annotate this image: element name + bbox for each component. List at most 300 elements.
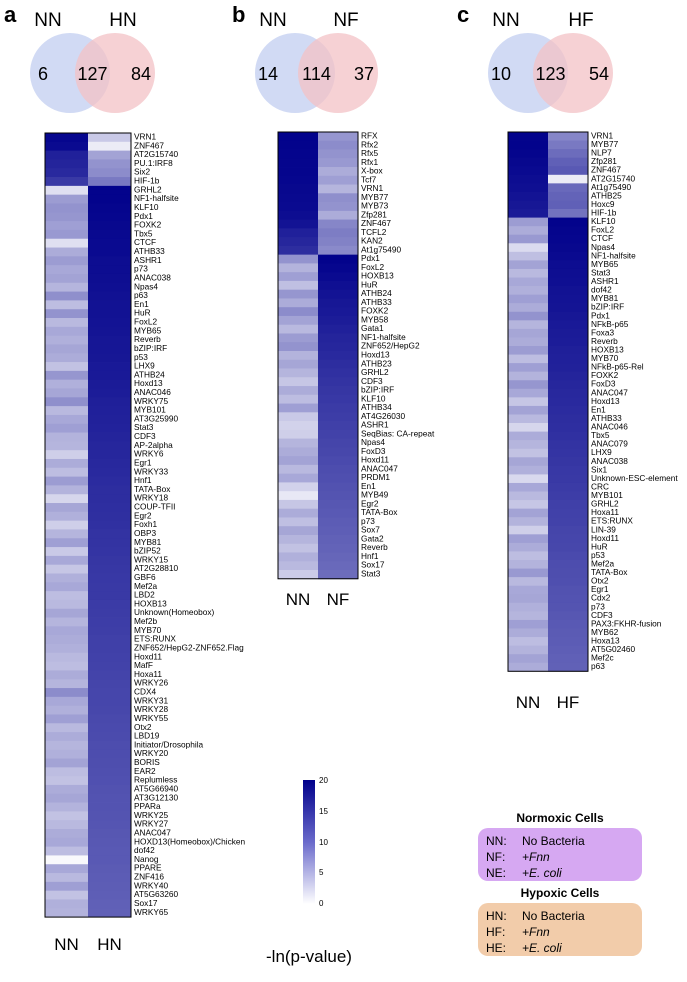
gene-label: WRKY25 [134,809,169,820]
heatmap-cell [548,209,588,218]
heatmap-cell [508,218,548,227]
gene-label: Rfx5 [361,148,379,159]
heatmap-cell [45,441,88,450]
normoxic-code-ne: NE: [486,866,507,880]
heatmap-cell [45,230,88,239]
gene-label: MYB101 [591,490,623,501]
heatmap-cell [508,200,548,209]
heatmap-cell [508,560,548,569]
heatmap-cell [548,646,588,655]
heatmap-cell [318,272,358,281]
heatmap-cell [318,290,358,299]
heatmap-cell [45,362,88,371]
hypoxic-code-hf: HF: [486,925,506,939]
heatmap-cell [278,360,318,369]
heatmap-cell [45,336,88,345]
heatmap-cell [508,355,548,364]
heatmap-cell [278,412,318,421]
heatmap-cell [548,372,588,381]
heatmap-cell [45,706,88,715]
heatmap-cell [508,620,548,629]
heatmap-cell [45,670,88,679]
gene-label: MYB101 [134,404,166,415]
heatmap-cell [508,252,548,261]
heatmap-cell [318,482,358,491]
gene-label: ANAC038 [134,272,171,283]
heatmap-cell [548,158,588,167]
gene-label: Egr1 [591,584,609,595]
gene-label: Reverb [591,335,618,346]
heatmap-cell [278,535,318,544]
heatmap-cell [318,439,358,448]
heatmap-cell [278,404,318,413]
gene-label: MYB81 [591,293,619,304]
heatmap-cell [45,212,88,221]
heatmap-cell [45,477,88,486]
gene-label: Gata2 [361,533,384,544]
heatmap-cell [278,570,318,579]
gene-label: ZNF467 [134,140,164,151]
venn-only-right-count: 54 [588,64,610,84]
gene-label: Tbx5 [591,430,610,441]
heatmap-cell [548,303,588,312]
heatmap-cell [88,618,131,627]
venn-left-label: NN [492,10,520,31]
gene-label: ZNF467 [591,164,621,175]
gene-label: WRKY26 [134,677,169,688]
heatmap-cell [278,526,318,535]
heatmap-cell [548,483,588,492]
heatmap-cell [88,380,131,389]
heatmap-cell [88,221,131,230]
venn-only-left-count: 6 [37,64,49,84]
heatmap-cell [45,344,88,353]
gene-label: Zfp281 [591,156,617,167]
colorbar-title: -ln(p-value) [266,947,352,966]
gene-label: Unknown-ESC-element [591,472,678,483]
heatmap-cell [45,785,88,794]
gene-label: ANAC038 [591,455,628,466]
panel-a [4,2,246,954]
gene-label: HOXD13(Homeobox)/Chicken [134,836,246,847]
heatmap-cell [508,141,548,150]
gene-label: Cdx2 [591,592,611,603]
hypoxic-desc-he: +E. coli [522,941,562,955]
heatmap-cell [88,159,131,168]
heatmap-cell [278,369,318,378]
heatmap-cell [318,150,358,159]
gene-label: Gata1 [361,323,384,334]
heatmap-cell [45,697,88,706]
heatmap-cell [88,829,131,838]
gene-label: AT4G26030 [361,410,406,421]
heatmap-cell [88,794,131,803]
heatmap-cell [548,414,588,423]
gene-label: bZIP:IRF [134,342,168,353]
heatmap-cell [88,864,131,873]
heatmap-cell [548,577,588,586]
gene-label: Hoxd13 [361,349,390,360]
heatmap-cell [548,397,588,406]
gene-label: Npas4 [591,241,615,252]
heatmap-cell [318,185,358,194]
heatmap-cell [88,556,131,565]
gene-label: p53 [591,549,605,560]
gene-label: ATHB24 [361,288,392,299]
gene-label: LBD2 [134,589,155,600]
heatmap-cell [318,167,358,176]
hypoxic-desc-hf: +Fnn [522,925,550,939]
gene-label: HIF-1b [591,207,617,218]
heatmap-cell [318,500,358,509]
heatmap-cell [508,551,548,560]
heatmap-cell [88,785,131,794]
heatmap-cell [508,577,548,586]
gene-label: ATHB33 [591,412,622,423]
gene-label: MYB77 [591,139,619,150]
heatmap-cell [508,423,548,432]
colorbar-bar [303,780,315,904]
gene-label: ATHB25 [591,190,622,201]
gene-label: HOXB13 [134,598,167,609]
gene-label: p73 [134,263,148,274]
heatmap-cell [45,450,88,459]
heatmap-cell [88,468,131,477]
heatmap-cell [318,421,358,430]
heatmap-cell [548,474,588,483]
gene-label: KAN2 [361,235,383,246]
gene-label: ETS:RUNX [591,515,633,526]
heatmap-cell [548,355,588,364]
heatmap-cell [548,149,588,158]
heatmap-cell [548,192,588,201]
heatmap-cell [318,526,358,535]
heatmap-cell [88,274,131,283]
heatmap-cell [548,183,588,192]
gene-label: Six1 [591,464,608,475]
gene-label: WRKY65 [134,906,169,917]
heatmap-cell [318,430,358,439]
heatmap-cell [45,142,88,151]
heatmap-cell [548,620,588,629]
heatmap-cell [278,281,318,290]
heatmap-cell [508,449,548,458]
normoxic-legend-title: Normoxic Cells [516,811,604,825]
heatmap-cell [45,547,88,556]
heatmap-cell [88,441,131,450]
heatmap-cell [508,175,548,184]
gene-label: p73 [361,515,375,526]
gene-label: Egr1 [134,457,152,468]
gene-label: MafF [134,660,153,671]
gene-label: Hoxd13 [134,378,163,389]
heatmap-cell [278,342,318,351]
heatmap-cell [508,269,548,278]
heatmap-cell [88,609,131,618]
gene-label: AT5G63260 [134,889,179,900]
heatmap-cell [45,811,88,820]
heatmap-cell [278,544,318,553]
heatmap-cell [318,132,358,141]
venn-left-label: NN [34,10,62,31]
heatmap-cell [45,177,88,186]
heatmap-cell [45,318,88,327]
gene-label: ANAC047 [591,387,628,398]
gene-label: ZNF652/HepG2-ZNF652.Flag [134,642,244,653]
heatmap-cell [278,220,318,229]
gene-label: Npas4 [134,281,158,292]
heatmap-cell [45,829,88,838]
heatmap-cell [508,380,548,389]
heatmap-cell [318,220,358,229]
gene-label: PAX3:FKHR-fusion [591,618,662,629]
gene-label: p73 [591,601,605,612]
heatmap-cell [88,697,131,706]
heatmap-cell [88,838,131,847]
gene-label: At1g75490 [591,181,632,192]
gene-label: p53 [134,351,148,362]
gene-label: CRC [591,481,609,492]
gene-label: Pdx1 [134,210,153,221]
gene-label: AT2G28810 [134,563,179,574]
heatmap-cell [548,406,588,415]
heatmap-cell [548,560,588,569]
gene-label: AT2G15740 [134,149,179,160]
heatmap-cell [318,377,358,386]
gene-label: MYB70 [591,353,619,364]
heatmap-cell [318,342,358,351]
heatmap-cell [45,565,88,574]
gene-label: Hoxa11 [591,507,619,518]
heatmap-cell [88,415,131,424]
gene-label: MYB70 [134,624,162,635]
gene-label: GRHL2 [361,367,389,378]
heatmap-cell [88,899,131,908]
heatmap-cell [318,316,358,325]
heatmap-cell [548,218,588,227]
heatmap-cell [278,290,318,299]
gene-label: KLF10 [134,201,159,212]
heatmap-cell [508,303,548,312]
hypoxic-legend-title: Hypoxic Cells [520,886,600,900]
gene-label: PPARa [134,801,161,812]
heatmap-cell [318,351,358,360]
heatmap-cell [278,167,318,176]
heatmap-cell [508,226,548,235]
gene-label: Replumless [134,774,178,785]
gene-label: MYB62 [591,626,619,637]
gene-label: Tbx5 [134,228,153,239]
heatmap-cell [508,158,548,167]
panel-letter: c [457,2,470,27]
heatmap-cell [318,474,358,483]
heatmap-cell [88,230,131,239]
panel-b [232,2,435,609]
heatmap-cell [45,494,88,503]
heatmap-cell [45,265,88,274]
heatmap-cell [278,272,318,281]
heatmap-cell [88,433,131,442]
heatmap-cell [278,263,318,272]
heatmap-cell [548,252,588,261]
gene-label: LBD19 [134,730,160,741]
normoxic-desc-nf: +Fnn [522,850,550,864]
hypoxic-code-hn: HN: [486,909,507,923]
gene-label: NF1-halfsite [591,250,636,261]
heatmap-cell [508,406,548,415]
heatmap-cell [278,158,318,167]
heatmap-cell [88,891,131,900]
heatmap-cell [508,569,548,578]
gene-label: FoxL2 [134,316,158,327]
gene-label: NF1-halfsite [361,331,406,342]
gene-label: Pdx1 [591,310,610,321]
gene-label: Hnf1 [134,475,152,486]
heatmap-cell [45,873,88,882]
heatmap-cell [45,538,88,547]
heatmap-cell [45,714,88,723]
heatmap-cell [548,389,588,398]
gene-label: Sox17 [134,897,158,908]
heatmap-cell [278,202,318,211]
gene-label: En1 [134,298,149,309]
gene-label: PU.1:IRF8 [134,157,173,168]
heatmap-cell [45,662,88,671]
heatmap-cell [45,644,88,653]
heatmap-cell [45,838,88,847]
gene-label: En1 [361,480,376,491]
heatmap-cell [45,574,88,583]
column-label-right: HN [97,935,122,954]
heatmap-cell [508,363,548,372]
gene-label: WRKY31 [134,695,169,706]
heatmap-cell [318,193,358,202]
heatmap-cell [278,395,318,404]
heatmap-cell [88,212,131,221]
heatmap-cell [548,440,588,449]
heatmap-cell [278,491,318,500]
heatmap-cell [88,318,131,327]
heatmap-cell [45,864,88,873]
heatmap-cell [88,591,131,600]
heatmap-cell [508,414,548,423]
venn-right-label: HN [109,10,137,31]
gene-label: ATHB34 [361,402,392,413]
heatmap-cell [88,547,131,556]
heatmap-cell [278,377,318,386]
heatmap-cell [88,750,131,759]
heatmap-cell [318,360,358,369]
heatmap-cell [45,653,88,662]
heatmap-cell [45,459,88,468]
gene-label: CDF3 [361,375,383,386]
column-label-right: NF [326,590,350,609]
gene-label: GBF6 [134,572,156,582]
heatmap-cell [508,149,548,158]
heatmap-cell [45,433,88,442]
gene-label: HOXB13 [361,270,394,281]
gene-label: Hoxd11 [134,651,162,662]
colorbar-tick: 20 [319,776,328,785]
heatmap-cell [508,637,548,646]
gene-label: Zfp281 [361,209,387,220]
heatmap-cell [548,637,588,646]
heatmap-cell [548,449,588,458]
heatmap-cell [318,544,358,553]
gene-label: AP-2alpha [134,439,173,450]
heatmap-cell [508,483,548,492]
gene-label: HuR [134,307,151,318]
heatmap-cell [548,466,588,475]
gene-label: TATA-Box [134,483,171,494]
heatmap-cell [88,248,131,257]
heatmap-cell [88,300,131,309]
heatmap-cell [88,186,131,195]
heatmap-cell [45,732,88,741]
heatmap-cell [88,406,131,415]
heatmap-cell [508,320,548,329]
heatmap-cell [508,192,548,201]
heatmap-cell [88,283,131,292]
heatmap-cell [278,439,318,448]
gene-label: Hoxd11 [591,532,619,543]
hypoxic-desc-hn: No Bacteria [522,909,585,923]
venn-only-right-count: 37 [353,64,375,84]
heatmap-cell [45,151,88,160]
gene-label: WRKY6 [134,448,164,459]
heatmap-cell [278,517,318,526]
normoxic-desc-nn: No Bacteria [522,834,585,848]
heatmap-cell [278,325,318,334]
gene-label: CDF3 [134,431,156,442]
venn-overlap-count: 127 [77,64,108,84]
heatmap-cell [45,600,88,609]
gene-label: Hoxa11 [134,668,162,679]
gene-label: bZIP52 [134,545,161,556]
gene-label: ANAC079 [591,438,628,449]
heatmap-cell [548,235,588,244]
normoxic-desc-ne: +E. coli [522,866,562,880]
heatmap-cell [45,582,88,591]
gene-label: NLP7 [591,147,612,158]
gene-label: WRKY15 [134,554,169,565]
gene-label: Mef2a [591,558,615,569]
gene-label: Rfx1 [361,156,379,167]
heatmap-cell [548,594,588,603]
heatmap-cell [278,500,318,509]
gene-label: Otx2 [134,721,152,732]
heatmap-cell [508,312,548,321]
heatmap-cell [508,474,548,483]
heatmap-cell [548,423,588,432]
heatmap-cell [88,811,131,820]
heatmap-cell [88,820,131,829]
heatmap-cell [88,239,131,248]
heatmap-cell [278,193,318,202]
heatmap-cell [45,855,88,864]
heatmap-cell [88,309,131,318]
heatmap-cell [45,794,88,803]
heatmap-cell [318,447,358,456]
venn-right-label: HF [568,10,594,31]
gene-label: p63 [591,661,605,672]
heatmap-cell [88,538,131,547]
heatmap-cell [45,239,88,248]
heatmap-cell [45,406,88,415]
heatmap-cell [508,526,548,535]
gene-label: Sox17 [361,559,385,570]
gene-label: Rfx2 [361,139,379,150]
